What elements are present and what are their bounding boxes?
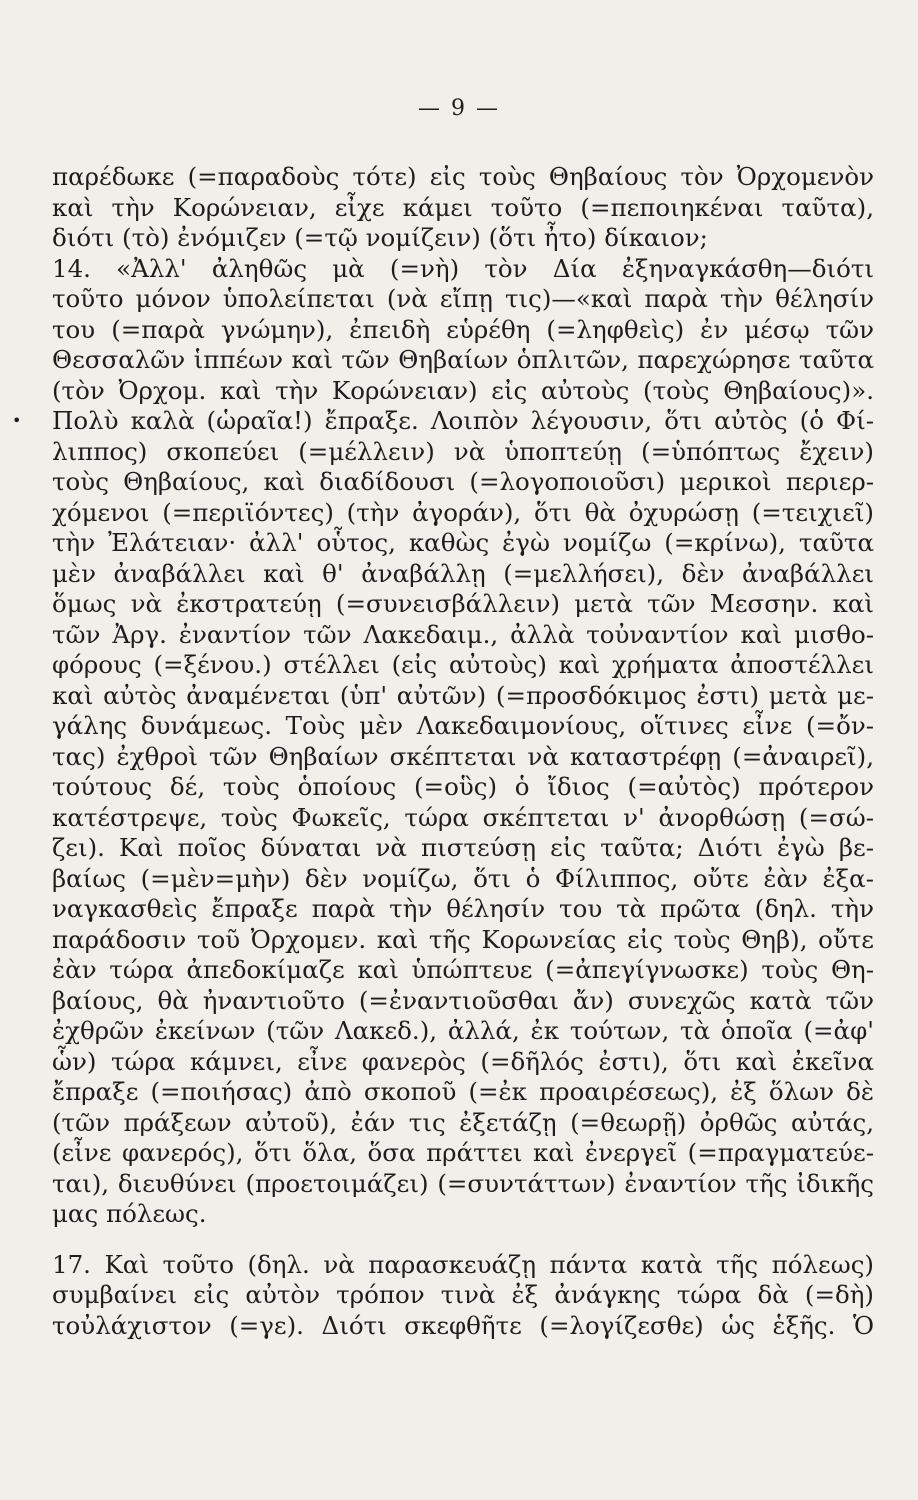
text-line: 17. Καὶ τοῦτο (δηλ. νὰ παρασκευάζῃ πάντα κατὰ τῆς πόλεως) [52, 1249, 874, 1279]
text-line: βαίους, θὰ ἠναντιοῦτο (=ἐναντιοῦσθαι ἄν) συνεχῶς κατὰ τῶν [52, 985, 874, 1015]
margin-bullet-mark: • [12, 411, 22, 430]
text-line: παράδοσιν τοῦ Ὀρχομεν. καὶ τῆς Κορωνείας εἰς τοὺς Θηβ), οὔτε [52, 924, 874, 954]
text-line: Θεσσαλῶν ἱππέων καὶ τῶν Θηβαίων ὁπλιτῶν, παρεχώρησε ταῦτα [52, 345, 874, 374]
text-line: φόρους (=ξένου.) στέλλει (εἰς αὐτοὺς) καὶ χρήματα ἀποστέλλει [52, 650, 874, 679]
text-line: χόμενοι (=περιϊόντες) (τὴν ἀγοράν), ὅτι θὰ ὀχυρώσῃ (=τειχιεῖ) [52, 497, 874, 527]
text-line: ὅμως νὰ ἐκστρατεύῃ (=συνεισβάλλειν) μετὰ τῶν Μεσσην. καὶ [52, 589, 874, 618]
text-line: γάλης δυνάμεως. Τοὺς μὲν Λακεδαιμονίους, οἵτινες εἶνε (=ὄν- [52, 711, 874, 740]
text-line: ἐχθρῶν ἐκείνων (τῶν Λακεδ.), ἀλλά, ἐκ τούτων, τὰ ὁποῖα (=ἀφ' [52, 1016, 874, 1045]
text-line: μας πόλεως. [52, 1199, 207, 1228]
text-line: (εἶνε φανερός), ὅτι ὅλα, ὅσα πράττει καὶ ἐνεργεῖ (=πραγματεύε- [52, 1138, 874, 1167]
text-line: κατέστρεψε, τοὺς Φωκεῖς, τώρα σκέπτεται ν' ἀνορθώσῃ (=σώ- [52, 802, 874, 832]
text-line: τῶν Ἀργ. ἐναντίον τῶν Λακεδαιμ., ἀλλὰ τοὐναντίον καὶ μισθο- [52, 619, 874, 649]
text-line: τοὺς Θηβαίους, καὶ διαδίδουσι (=λογοποιοῦσι) μερικοὶ περιερ- [52, 467, 874, 496]
text-line: τούτους δέ, τοὺς ὁποίους (=οὓς) ὁ ἴδιος (=αὐτὸς) πρότερον [52, 772, 874, 801]
text-line: ναγκασθεὶς ἔπραξε παρὰ τὴν θέλησίν του τὰ πρῶτα (δηλ. τὴν [52, 894, 874, 923]
text-line: μὲν ἀναβάλλει καὶ θ' ἀναβάλλῃ (=μελλήσει), δὲν ἀναβάλλει [52, 558, 874, 588]
text-line: (τῶν πράξεων αὐτοῦ), ἐάν τις ἐξετάζῃ (=θεωρῇ) ὀρθῶς αὐτάς, [52, 1107, 874, 1137]
text-line: καὶ τὴν Κορώνειαν, εἶχε κάμει τοῦτο (=πεποιηκέναι ταῦτα), [52, 192, 874, 222]
text-line: Πολὺ καλὰ (ὡραῖα!) ἔπραξε. Λοιπὸν λέγουσιν, ὅτι αὐτὸς (ὁ Φί- [52, 406, 874, 435]
text-line: τοῦτο μόνον ὑπολείπεται (νὰ εἴπῃ τις)—«καὶ παρὰ τὴν θέλησίν [52, 284, 874, 313]
text-line: τοὐλάχιστον (=γε). Διότι σκεφθῆτε (=λογίζεσθε) ὡς ἑξῆς. Ὁ [52, 1310, 874, 1340]
text-line: συμβαίνει εἰς αὐτὸν τρόπον τινὰ ἐξ ἀνάγκης τώρα δὰ (=δὴ) [52, 1280, 874, 1309]
text-line: διότι (τὸ) ἐνόμιζεν (=τῷ νομίζειν) (ὅτι ἦτο) δίκαιον; [52, 223, 708, 252]
text-line: τὴν Ἐλάτειαν· ἀλλ' οὗτος, καθὼς ἐγὼ νομίζω (=κρίνω), ταῦτα [52, 528, 874, 557]
text-line: ται), διευθύνει (προετοιμάζει) (=συντάττων) ἐναντίον τῆς ἰδικῆς [52, 1168, 874, 1198]
text-line: ἐὰν τώρα ἀπεδοκίμαζε καὶ ὑπώπτευε (=ἀπεγίγνωσκε) τοὺς Θη- [52, 955, 874, 984]
text-line: παρέδωκε (=παραδοὺς τότε) εἰς τοὺς Θηβαίους τὸν Ὀρχομενὸν [52, 162, 874, 191]
body-text [52, 162, 874, 1341]
text-line: 14. «Ἀλλ' ἀληθῶς μὰ (=νὴ) τὸν Δία ἐξηναγκάσθη—διότι [52, 253, 874, 283]
text-line: ὧν) τώρα κάμνει, εἶνε φανερὸς (=δῆλός ἐστι), ὅτι καὶ ἐκεῖνα [52, 1046, 874, 1076]
text-line: του (=παρὰ γνώμην), ἐπειδὴ εὑρέθη (=ληφθεὶς) ἐν μέσῳ τῶν [52, 314, 874, 344]
text-line: λιππος) σκοπεύει (=μέλλειν) νὰ ὑποπτεύῃ (=ὑπόπτως ἔχειν) [52, 436, 874, 466]
page-number: — 9 — [418, 96, 500, 121]
text-line: καὶ αὐτὸς ἀναμένεται (ὑπ' αὐτῶν) (=προσδόκιμος ἐστι) μετὰ με- [52, 680, 874, 710]
text-line: βαίως (=μὲν=μὴν) δὲν νομίζω, ὅτι ὁ Φίλιππος, οὔτε ἐὰν ἐξα- [52, 863, 874, 893]
text-line: ζει). Καὶ ποῖος δύναται νὰ πιστεύσῃ εἰς ταῦτα; Διότι ἐγὼ βε- [52, 833, 874, 862]
text-line: τας) ἐχθροὶ τῶν Θηβαίων σκέπτεται νὰ καταστρέφῃ (=ἀναιρεῖ), [52, 741, 874, 771]
text-line: (τὸν Ὀρχομ. καὶ τὴν Κορώνειαν) εἰς αὐτοὺς (τοὺς Θηβαίους)». [52, 375, 874, 405]
text-line: ἔπραξε (=ποιήσας) ἀπὸ σκοποῦ (=ἐκ προαιρέσεως), ἐξ ὅλων δὲ [52, 1077, 874, 1106]
